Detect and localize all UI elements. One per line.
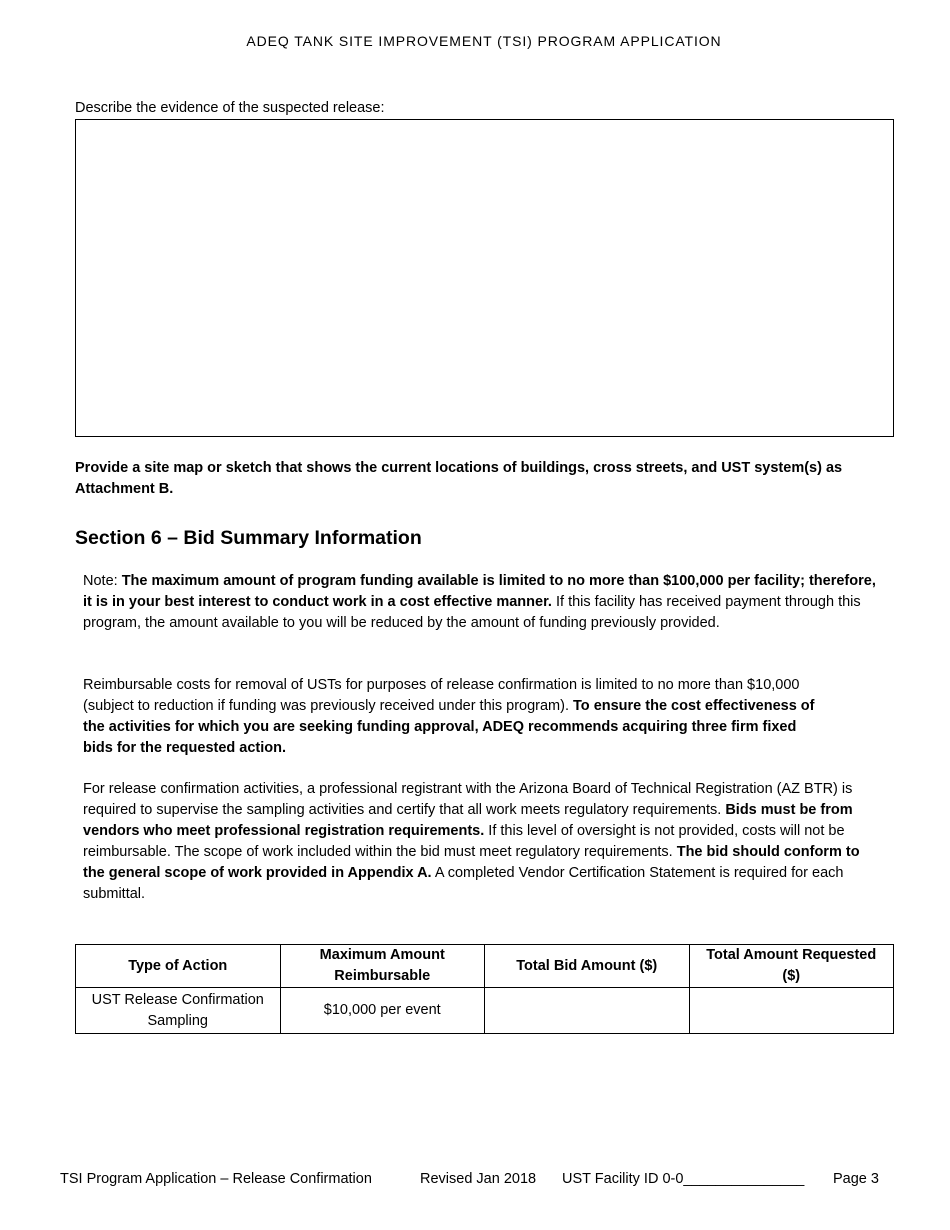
page-header: ADEQ TANK SITE IMPROVEMENT (TSI) PROGRAM APPLICATION <box>246 33 722 49</box>
registrant-requirement-text: For release confirmation activities, a professional registrant with the Arizona Board of Technical Registration (AZ BTR) is required to supervise the sampling activities and certify that all work meets regulatory requirements. <box>83 781 853 818</box>
evidence-label: Describe the evidence of the suspected release: <box>75 100 385 116</box>
max-amount-cell: $10,000 per event <box>280 988 485 1034</box>
total-requested-input[interactable] <box>689 988 894 1034</box>
reimbursable-costs-paragraph <box>83 675 828 759</box>
section-title: Section 6 – Bid Summary Information <box>75 527 422 549</box>
total-bid-input[interactable] <box>485 988 690 1034</box>
column-header-total-bid: Total Bid Amount ($) <box>485 945 690 988</box>
column-header-type: Type of Action <box>76 945 281 988</box>
bid-summary-table <box>75 944 894 1034</box>
table-row <box>76 988 894 1034</box>
professional-registrant-paragraph <box>83 779 883 905</box>
funding-note-paragraph <box>83 571 883 634</box>
vendor-registration-text: Bids must be from vendors who meet professional registration requirements. <box>83 802 853 839</box>
column-header-total-requested: Total Amount Requested ($) <box>689 945 894 988</box>
action-type-cell: UST Release Confirmation Sampling <box>76 988 281 1034</box>
footer-form-name: TSI Program Application – Release Confirmation <box>60 1171 372 1187</box>
funding-reduction-text: If this facility has received payment through this program, the amount available to you will be reduced by the amount of funding previously provided. <box>83 594 861 631</box>
site-map-instruction: Provide a site map or sketch that shows the current locations of buildings, cross streets, and UST system(s) as Attachment B. <box>75 460 843 497</box>
footer-facility-id: UST Facility ID 0-0_______________ <box>562 1171 805 1187</box>
footer-page-number: Page 3 <box>833 1171 879 1187</box>
reimbursable-limit-text: Reimbursable costs for removal of USTs for purposes of release confirmation is limited to no more than $10,000 (subject to reduction if funding was previously received under this program). <box>83 677 800 714</box>
note-prefix: Note: <box>83 573 122 589</box>
funding-limit-text: The maximum amount of program funding available is limited to no more than $100,000 per facility; therefore, it is in your best interest to conduct work in a cost effective manner. <box>83 573 876 610</box>
scope-of-work-text: The bid should conform to the general scope of work provided in Appendix A. <box>83 844 860 881</box>
column-header-max-amount: Maximum Amount Reimbursable <box>280 945 485 988</box>
footer-revised-date: Revised Jan 2018 <box>420 1171 537 1187</box>
evidence-text-area[interactable] <box>75 119 894 437</box>
oversight-text: If this level of oversight is not provided, costs will not be reimbursable. The scope of work included within the bid must meet regulatory requirements. <box>83 823 845 860</box>
vendor-certification-text: A completed Vendor Certification Statement is required for each submittal. <box>83 865 844 902</box>
three-bids-recommendation: To ensure the cost effectiveness of the activities for which you are seeking funding approval, ADEQ recommends acquiring three firm fixed bids for the requested action. <box>83 698 815 756</box>
table-header-row <box>76 945 894 988</box>
